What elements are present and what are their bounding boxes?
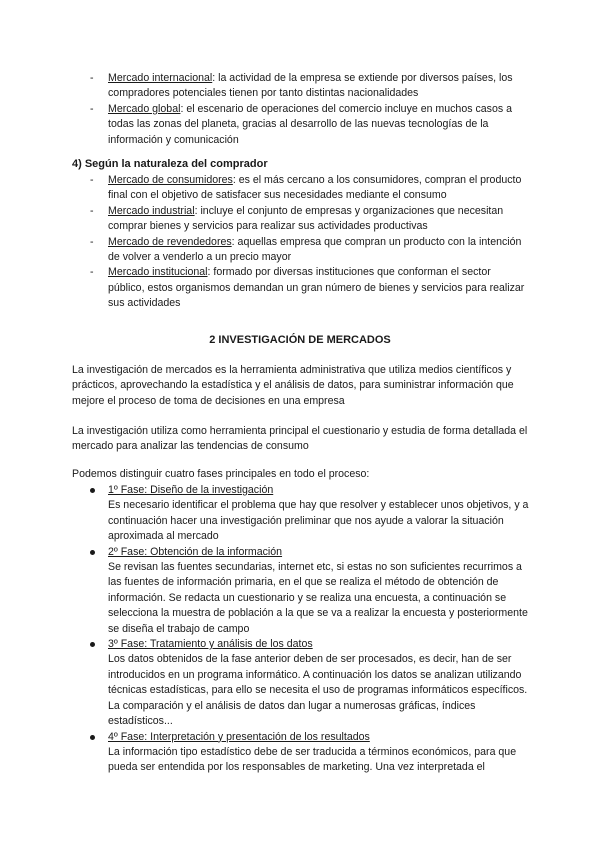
definition: : es el más cercano a los consumidores, compran el producto final con el objetivo de satisfacer sus necesidades mediante el consumo [108,174,522,202]
paragraph: Podemos distinguir cuatro fases principales en todo el proceso: [72,468,370,480]
dash-marker: - [90,266,94,279]
term: Mercado industrial [108,204,195,217]
phase-title: 4º Fase: Interpretación y presentación de los resultados [108,730,370,743]
definition: : incluye el conjunto de empresas y organizaciones que necesitan comprar bienes y servicios para realizar sus actividades productivas [108,204,504,233]
definition: : aquellas empresa que compran un producto con la intención de volver a venderlo a un precio mayor [108,235,522,264]
term: Mercado de revendedores [108,235,232,248]
dash-marker: - [90,174,94,186]
list-item [90,545,530,637]
paragraph: La investigación utiliza como herramienta principal el cuestionario y estudia de forma detallada el mercado para analizar las tendencias de consumo [72,425,528,453]
phase-title: 1º Fase: Diseño de la investigación [108,484,274,496]
term: Mercado de consumidores [108,174,233,186]
phase-list [90,483,530,776]
phase-text: Es necesario identificar el problema que hay que resolver y establecer unos objetivos, y a continuación hacer una investigación preliminar que nos ayude a valorar la situación aproximada al mercado [108,499,529,543]
list-item [90,204,530,235]
term: Mercado institucional [108,266,208,279]
phase-title: 3º Fase: Tratamiento y análisis de los datos [108,638,313,651]
list-item [90,637,530,729]
list-item [90,483,530,545]
list-item [90,71,530,102]
dash-marker: - [90,204,94,217]
definition: : el escenario de operaciones del comercio incluye en muchos casos a todas las zonas del planeta, gracias al desarrollo de las nuevas tecnologías de la información y comunicación [108,102,512,146]
section-heading: 4) Según la naturaleza del comprador [72,158,268,170]
definition: : la actividad de la empresa se extiende por diversos países, los compradores potenciales tienen por tanto distintas nacionalidades [108,72,513,100]
bullet-icon [90,735,95,740]
bullet-icon [90,550,95,555]
phase-text: Se revisan las fuentes secundarias, internet etc, si estas no son suficientes recurrimos a las fuentes de información primaria, en el que se realiza el método de obtención de información. Se redacta un cuestionario y se realiza una encuesta, a continuación se selecciona la muestra de población a la que se va a realizar la encuesta y posteriormente se diseña el trabajo de campo [108,561,528,635]
list-item [90,235,530,266]
section-title: 2 INVESTIGACIÓN DE MERCADOS [209,334,391,346]
phase-title: 2º Fase: Obtención de la información [108,545,283,558]
definition: : formado por diversas instituciones que conforman el sector público, estos organismos demandan un gran número de bienes y servicios para realizar sus actividades [108,266,525,310]
dash-marker: - [90,102,94,115]
dash-marker: - [90,72,94,84]
term: Mercado global [108,102,181,115]
bullet-icon [90,642,95,647]
bullet-icon [90,488,95,493]
market-list-top [90,71,530,148]
phase-text: Los datos obtenidos de la fase anterior deben de ser procesados, es decir, han de ser introducidos en un programa informático. A continuación los datos se analizan utilizando técnicas estadísticas, para ello se necesita el uso de programas informáticos específicos. La comparación y el análisis de datos dan lugar a numerosas gráficas, índices estadísticos... [108,653,528,728]
list-item [90,265,530,311]
list-item [90,173,530,204]
paragraph: La investigación de mercados es la herramienta administrativa que utiliza medios científicos y prácticos, aprovechando la estadística y el análisis de datos, para suministrar información que mejore el proceso de toma de decisiones en una empresa [72,364,514,407]
term: Mercado internacional [108,72,213,84]
list-item [90,730,530,776]
list-item [90,102,530,148]
dash-marker: - [90,235,94,248]
buyer-market-list [90,173,530,312]
phase-text: La información tipo estadístico debe de ser traducida a términos económicos, para que pueda ser entendida por los responsables de marketing. Una vez interpretada el [108,745,517,774]
